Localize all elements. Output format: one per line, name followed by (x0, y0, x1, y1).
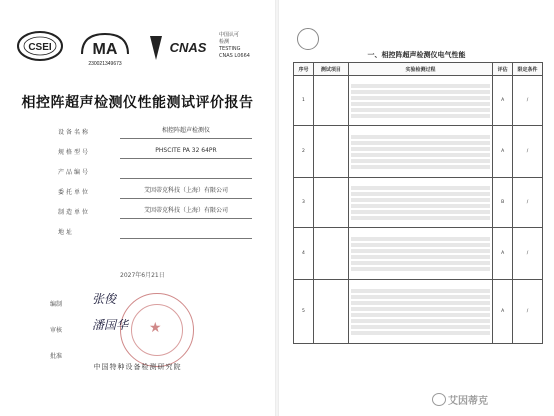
field-value: 艾因蒂克科技（上海）有限公司 (120, 184, 252, 199)
table-header-row (294, 63, 543, 76)
csei-logo-text: CSEI (28, 42, 52, 53)
field-value: PHSCITE PA 32 64PR (120, 144, 252, 159)
signature-row (50, 316, 270, 342)
report-title: 相控阵超声检测仪性能测试评价报告 (21, 95, 254, 111)
report-fields (30, 124, 260, 244)
test-process-text (348, 228, 492, 280)
section-title: 一、相控阵超声检测仪电气性能 (367, 51, 466, 59)
signature-block (50, 290, 270, 368)
column-header: 限定条件 (513, 63, 543, 76)
test-item (313, 228, 348, 280)
table-row (294, 280, 543, 344)
ma-logo (76, 30, 134, 68)
field-value: 艾因蒂克科技（上海）有限公司 (120, 204, 252, 219)
field-row (30, 184, 260, 204)
limit-condition: / (513, 126, 543, 178)
text-lines (351, 135, 490, 169)
field-value: 相控阵超声检测仪 (120, 124, 252, 139)
test-item (313, 76, 348, 126)
column-header: 评估 (493, 63, 513, 76)
field-row (30, 144, 260, 164)
report-cover-page (0, 0, 275, 416)
cnas-accreditation-text (219, 32, 269, 60)
ma-logo-text: MA (92, 41, 118, 58)
column-header: 序号 (294, 63, 314, 76)
field-row (30, 224, 260, 244)
cnas-side-line-4: CNAS L0664 (219, 53, 250, 59)
row-number: 2 (294, 126, 314, 178)
watermark: 艾因蒂克 (448, 396, 488, 407)
test-process-text (348, 280, 492, 344)
field-row (30, 204, 260, 224)
handwritten-signature: 潘国华 (92, 318, 129, 332)
field-label: 产品编号 (58, 169, 91, 176)
wechat-icon (432, 393, 446, 406)
evaluation-result: A (493, 126, 513, 178)
test-process-text (348, 126, 492, 178)
issue-date: 2027年6月21日 (120, 272, 165, 279)
cnas-side-line-3: TESTING (219, 46, 241, 52)
text-lines (351, 237, 490, 271)
evaluation-result: B (493, 178, 513, 228)
row-number: 4 (294, 228, 314, 280)
evaluation-result: A (493, 280, 513, 344)
field-label: 设备名称 (58, 129, 91, 136)
field-label: 规格型号 (58, 149, 91, 156)
field-row (30, 164, 260, 184)
text-lines (351, 84, 490, 118)
evaluation-result: A (493, 76, 513, 126)
column-header: 实验检测过程 (348, 63, 492, 76)
signature-label: 编制 (50, 301, 63, 308)
signature-label: 审核 (50, 327, 63, 334)
field-label: 制造单位 (58, 209, 91, 216)
signature-row (50, 290, 270, 316)
evaluation-result: A (493, 228, 513, 280)
cnas-side-line-1: 中国认可 (219, 32, 240, 38)
field-value (120, 224, 252, 239)
test-item (313, 126, 348, 178)
test-process-text (348, 178, 492, 228)
limit-condition: / (513, 280, 543, 344)
test-item (313, 178, 348, 228)
field-label: 地址 (58, 229, 75, 236)
cnas-side-line-2: 检测 (219, 39, 230, 45)
limit-condition: / (513, 76, 543, 126)
row-number: 5 (294, 280, 314, 344)
field-label: 委托单位 (58, 189, 91, 196)
handwritten-signature: 张俊 (92, 292, 117, 306)
performance-table (293, 62, 543, 344)
limit-condition: / (513, 228, 543, 280)
test-process-text (348, 76, 492, 126)
table-row (294, 178, 543, 228)
cnas-logo-text: CNAS (169, 40, 207, 55)
csei-logo (16, 30, 64, 68)
institute-emblem-icon (297, 28, 319, 50)
field-row (30, 124, 260, 144)
table-row (294, 126, 543, 178)
table-row (294, 76, 543, 126)
ma-number: 230021349673 (88, 61, 122, 67)
signature-label: 批准 (50, 353, 63, 360)
text-lines (351, 186, 490, 220)
row-number: 3 (294, 178, 314, 228)
column-header: 测试项目 (313, 63, 348, 76)
field-value (120, 164, 252, 179)
test-item (313, 280, 348, 344)
cnas-logo (146, 30, 216, 68)
seal-star-icon: ★ (149, 320, 162, 336)
text-lines (351, 289, 490, 335)
row-number: 1 (294, 76, 314, 126)
certification-logos (16, 30, 266, 70)
table-row (294, 228, 543, 280)
issuing-institute: 中国特种设备检测研究院 (93, 363, 182, 371)
limit-condition: / (513, 178, 543, 228)
performance-results-page (279, 0, 554, 416)
